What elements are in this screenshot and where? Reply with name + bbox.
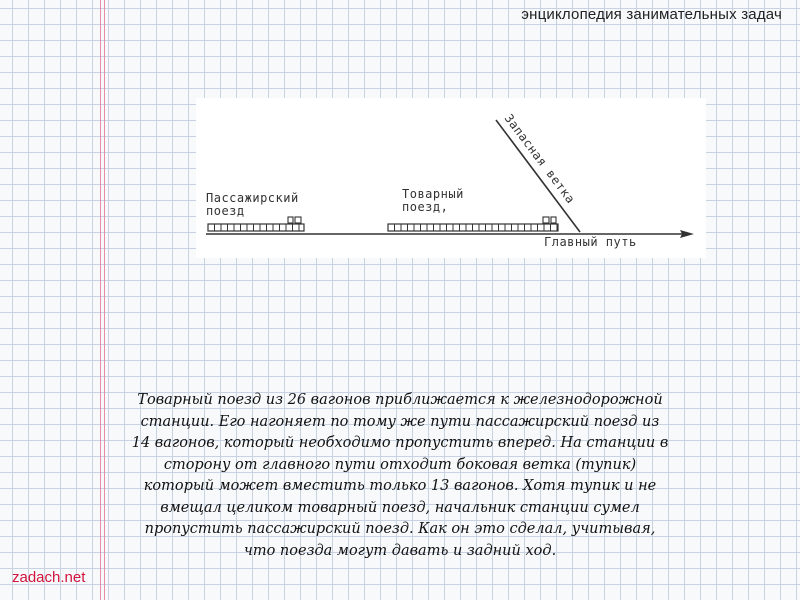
notebook-margin-line [100,0,101,600]
passenger-train [208,217,304,231]
freight-train-label-line2: поезд, [402,200,449,214]
notebook-margin-line [104,0,105,600]
spur-label: Запасная ветка [501,111,578,207]
main-track-arrow [680,230,694,238]
passenger-train-label-line2: поезд [206,204,245,218]
freight-train [388,217,558,231]
railway-diagram [196,98,706,258]
site-footer: zadach.net [12,569,86,586]
main-track-label: Главный путь [544,235,637,249]
freight-train-label-line1: Товарный [402,187,464,201]
problem-text: Товарный поезд из 26 вагонов приближается к железнодорожной станции. Его нагоняет по тому же пути пассажирский поезд из 14 вагонов, который необходимо пропустить вперед. На станции в сторону от главного пути отходит боковая ветка (тупик) который может вместить только 13 вагонов. Хотя тупик и не вмещал целиком товарный поезд, начальник станции сумел пропустить пассажирский поезд. Как он это сделал, учитывая, что поезда могут давать и задний ход. [131,392,669,559]
passenger-train-label-line1: Пассажирский [206,191,299,205]
page-header: энциклопедия занимательных задач [521,6,782,23]
spur-track [496,120,580,232]
